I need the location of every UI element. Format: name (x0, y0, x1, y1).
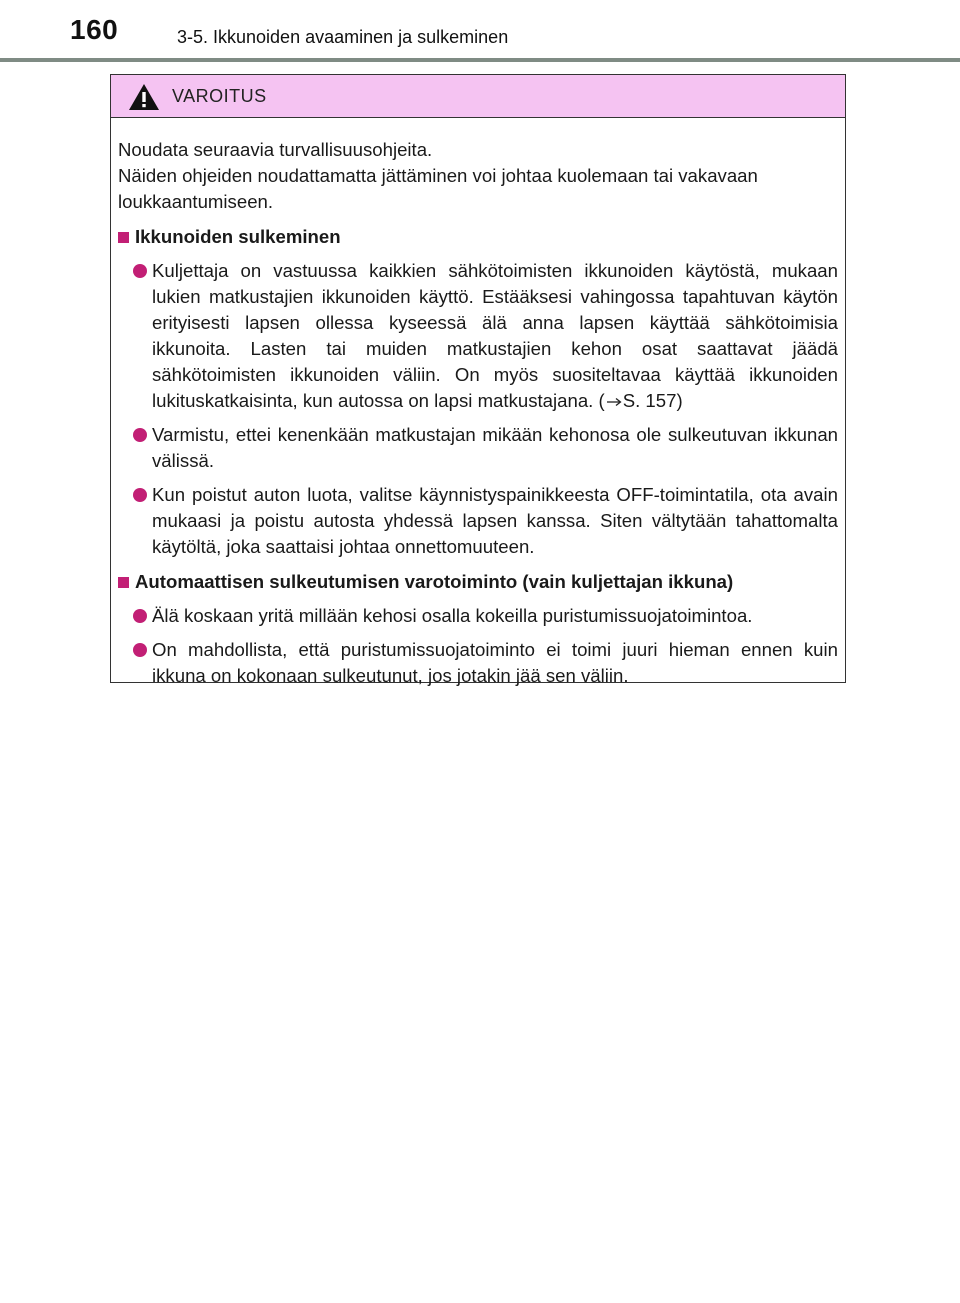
page-header (0, 0, 960, 62)
intro-line-2: Näiden ohjeiden noudattamatta jättäminen voi johtaa kuolemaan tai vakavaan loukkaantumiseen. (118, 165, 758, 212)
list-item (118, 637, 838, 689)
warning-box (110, 74, 846, 686)
list-item (118, 482, 838, 560)
section-title (118, 224, 838, 250)
warning-intro (118, 137, 838, 215)
section-auto-close-protection (118, 569, 838, 689)
arrow-right-icon (606, 397, 622, 407)
section-title-text: Ikkunoiden sulkeminen (135, 226, 341, 247)
section-title (118, 569, 838, 595)
list-item-text: Kuljettaja on vastuussa kaikkien sähkötoimisten ikkunoiden käytöstä, mukaan lukien matkustajien ikkunoiden käyttö. Estääksesi vahingossa tapahtuvan käytön erityisesti lapsen ollessa kyseessä älä anna lapsen käyttää sähkötoimisia ikkunoita. Lasten tai muiden matkustajien kehon osat saattavat jäädä sähkötoimisten ikkunoiden väliin. On myös suositeltavaa käyttää ikkunoiden lukituskatkaisinta, kun autossa on lapsi matkustajana. ( (152, 260, 838, 411)
intro-line-1: Noudata seuraavia turvallisuusohjeita. (118, 139, 433, 160)
list-item-text: On mahdollista, että puristumissuojatoiminto ei toimi juuri hieman ennen kuin ikkuna on kokonaan sulkeutunut, jos jotakin jää sen väliin. (152, 639, 838, 686)
circle-bullet-icon (133, 264, 147, 278)
list-item-text: Älä koskaan yritä millään kehosi osalla kokeilla puristumissuojatoimintoa. (152, 605, 753, 626)
chapter-title: 3-5. Ikkunoiden avaaminen ja sulkeminen (177, 27, 509, 47)
list-item (118, 258, 838, 414)
page-reference-link[interactable]: S. 157) (622, 390, 683, 411)
circle-bullet-icon (133, 428, 147, 442)
list-item (118, 603, 838, 629)
circle-bullet-icon (133, 643, 147, 657)
circle-bullet-icon (133, 609, 147, 623)
list-item-text: Varmistu, ettei kenenkään matkustajan mikään kehonosa ole sulkeutuvan ikkunan välissä. (152, 424, 838, 471)
list-item (118, 422, 838, 474)
warning-body (111, 118, 845, 689)
header-divider (0, 58, 960, 62)
list-item-text: Kun poistut auton luota, valitse käynnistyspainikkeesta OFF-toimintatila, ota avain mukaasi ja poistu autosta yhdessä lapsen kanssa. Siten vältytään tahattomalta käytöltä, joka saattaisi johtaa onnettomuuteen. (152, 484, 838, 557)
circle-bullet-icon (133, 488, 147, 502)
warning-header (111, 75, 845, 118)
square-bullet-icon (118, 577, 129, 588)
square-bullet-icon (118, 232, 129, 243)
page-number: 160 (70, 14, 119, 45)
section-window-closing (118, 224, 838, 560)
warning-triangle-icon (128, 83, 160, 111)
warning-label: VAROITUS (172, 86, 267, 106)
section-title-text: Automaattisen sulkeutumisen varotoiminto (vain kuljettajan ikkuna) (135, 571, 734, 592)
